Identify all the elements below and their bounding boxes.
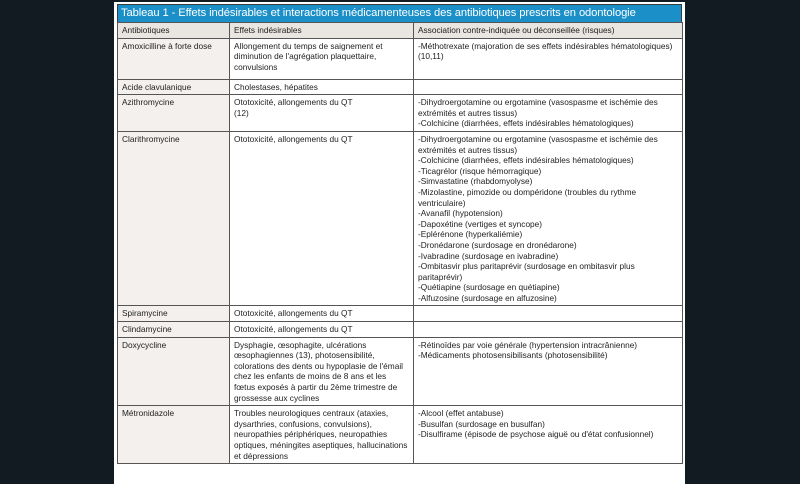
adverse-effects: Troubles neurologiques centraux (ataxies, dysarthries, confusions, convulsions), neuropathies périphériques, neuropathies optiques, méningites aseptiques, hallucinations et dépressions [230,406,414,464]
adverse-effects: Ototoxicité, allongements du QT [230,322,414,338]
association-item: -Dihydroergotamine ou ergotamine (vasospasme et ischémie des extrémités et autres tissus) [418,133,658,155]
drug-name: Amoxicilline à forte dose [118,38,230,79]
association-item: -Ticagrélor (risque hémorragique) [418,165,542,176]
association-item: -Dronédarone (surdosage en dronédarone) [418,239,577,250]
association-item: -Colchicine (diarrhées, effets indésirables hématologiques) [418,118,634,129]
drug-name: Clarithromycine [118,131,230,306]
association-item: -Ombitasvir plus paritaprévir (surdosage en ombitasvir plus paritaprévir) [418,261,635,282]
associations [414,406,683,464]
document-card [114,2,685,484]
associations [414,95,683,132]
association-item: -Simvastatine (rhabdomyolyse) [418,176,533,187]
table-row [118,337,683,406]
table-row [118,131,683,306]
table-row [118,95,683,132]
table-row [118,38,683,79]
associations [414,322,683,338]
table-row [118,306,683,322]
drug-name: Spiramycine [118,306,230,322]
association-item: -Disulfirame (épisode de psychose aiguë ou d'état confusionnel) [418,429,654,440]
association-item: -Médicaments photosensibilisants (photosensibilité) [418,350,608,361]
associations [414,79,683,95]
drug-name: Azithromycine [118,95,230,132]
drug-name: Métronidazole [118,406,230,464]
table-title: Tableau 1 - Effets indésirables et interactions médicamenteuses des antibiotiques prescrits en odontologie [117,4,682,22]
table-row [118,322,683,338]
associations [414,306,683,322]
drug-name: Doxycycline [118,337,230,406]
association-item: -Ivabradine (surdosage en ivabradine) [418,250,559,261]
adverse-effects: Cholestases, hépatites [230,79,414,95]
association-item: -Méthotrexate (majoration de ses effets indésirables hématologiques) (10,11) [418,40,673,62]
adverse-effects: Dysphagie, œsophagite, ulcérations œsophagiennes (13), photosensibilité, colorations des dents ou hypoplasie de l'émail chez les enfants de moins de 8 ans et les fœtus exposés à partir du 2ème trimestre de grossesse aux cyclines [230,337,414,406]
association-item: -Dihydroergotamine ou ergotamine (vasospasme et ischémie des extrémités et autres tissus) [418,97,658,118]
header-association: Association contre-indiquée ou déconseillée (risques) [414,23,683,39]
antibiotics-table [117,22,683,464]
antibiotics-table-container [117,4,682,464]
drug-name: Clindamycine [118,322,230,338]
association-item: -Dapoxétine (vertiges et syncope) [418,218,543,229]
adverse-effects: Allongement du temps de saignement et diminution de l'agrégation plaquettaire, convulsions [230,38,414,79]
association-item: -Rétinoïdes par voie générale (hypertension intracrânienne) [418,339,638,350]
association-item: -Avanafil (hypotension) [418,208,503,219]
associations [414,131,683,306]
association-item: -Colchicine (diarrhées, effets indésirables hématologiques) [418,155,634,166]
header-antibiotiques: Antibiotiques [118,23,230,39]
drug-name: Acide clavulanique [118,79,230,95]
header-effets-indesirables: Effets indésirables [230,23,414,39]
association-item: -Alcool (effet antabuse) [418,408,504,419]
association-item: -Mizolastine, pimozide ou dompéridone (troubles du rythme ventriculaire) [418,186,637,208]
association-item: -Quétiapine (surdosage en quétiapine) [418,282,560,293]
associations [414,38,683,79]
association-item: -Alfuzosine (surdosage en alfuzosine) [418,292,557,303]
adverse-effects: Ototoxicité, allongements du QT (12) [230,95,414,132]
table-row [118,79,683,95]
table-row [118,406,683,464]
associations [414,337,683,406]
adverse-effects: Ototoxicité, allongements du QT [230,131,414,306]
association-item: -Eplérénone (hyperkaliémie) [418,229,523,240]
association-item: -Busulfan (surdosage en busulfan) [418,418,545,429]
table-header-row [118,23,683,39]
adverse-effects: Ototoxicité, allongements du QT [230,306,414,322]
